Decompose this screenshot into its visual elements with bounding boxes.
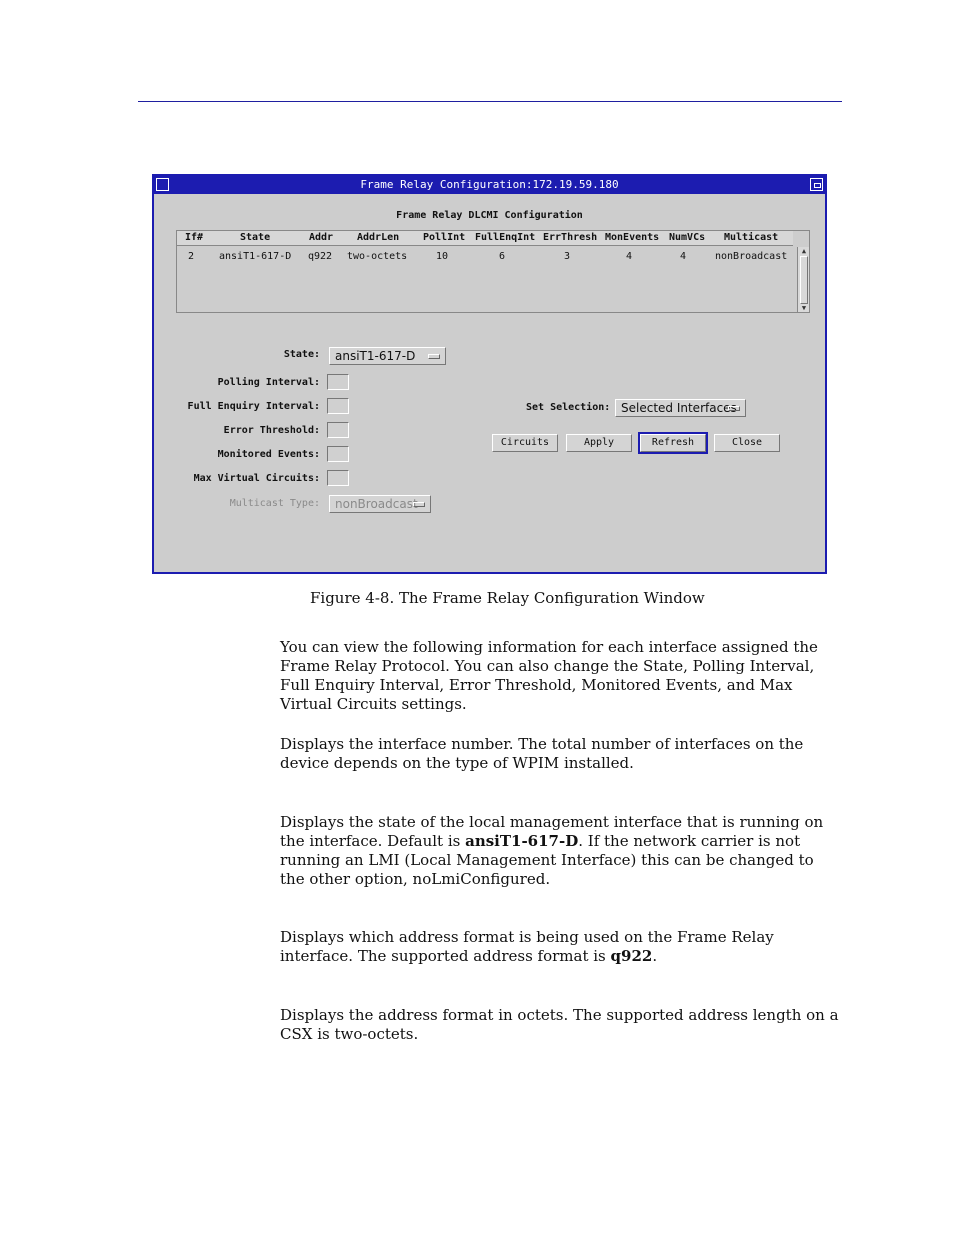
title-bar[interactable] xyxy=(154,176,825,194)
multicast-type-dropdown xyxy=(329,495,431,513)
frame-relay-config-window xyxy=(152,174,827,574)
if-description: Displays the interface number. The total number of interfaces on the device depends on the type of WPIM installed. xyxy=(280,735,804,772)
addrlen-description: Displays the address format in octets. The supported address length on a CSX is two-octets. xyxy=(280,1006,839,1043)
max-virtual-circuits-label: Max Virtual Circuits: xyxy=(193,473,320,484)
cell-monevents: 4 xyxy=(626,251,633,262)
dropdown-arrow-icon xyxy=(413,502,425,507)
col-errthresh: ErrThresh xyxy=(543,232,598,243)
col-state: State xyxy=(240,232,271,243)
addr-desc-text-2: . xyxy=(652,947,658,965)
cell-if: 2 xyxy=(188,251,195,262)
col-addr: Addr xyxy=(309,232,334,243)
refresh-button[interactable]: Refresh xyxy=(640,434,706,452)
interface-table xyxy=(176,230,810,313)
state-desc-default: ansiT1-617-D xyxy=(465,832,579,850)
col-monevents: MonEvents xyxy=(605,232,660,243)
set-selection-label: Set Selection: xyxy=(526,402,611,413)
col-numvcs: NumVCs xyxy=(669,232,706,243)
apply-button[interactable]: Apply xyxy=(566,434,632,452)
cell-state: ansiT1-617-D xyxy=(219,251,292,262)
full-enquiry-interval-label: Full Enquiry Interval: xyxy=(187,401,320,412)
multicast-type-value: nonBroadcast xyxy=(335,497,418,511)
dropdown-arrow-icon xyxy=(428,354,440,359)
figure-caption: Figure 4-8. The Frame Relay Configuration Window xyxy=(310,589,705,607)
col-if: If# xyxy=(185,232,204,243)
window-title: Frame Relay Configuration:172.19.59.180 xyxy=(360,178,619,191)
cell-numvcs: 4 xyxy=(680,251,687,262)
close-button[interactable]: Close xyxy=(714,434,780,452)
set-selection-dropdown[interactable] xyxy=(615,399,746,417)
monitored-events-label: Monitored Events: xyxy=(217,449,320,460)
state-desc-text-2: . If the network carrier is not running an LMI (Local Management Interface) this can be changed to the other option, noLmiConfigured. xyxy=(280,832,814,888)
dlcmi-config-heading: Frame Relay DLCMI Configuration xyxy=(396,210,583,221)
max-virtual-circuits-input[interactable] xyxy=(327,470,349,486)
table-header xyxy=(177,231,793,246)
header-rule xyxy=(138,101,842,102)
set-selection-value: Selected Interfaces xyxy=(621,401,737,415)
dropdown-arrow-icon xyxy=(728,406,740,411)
col-addrlen: AddrLen xyxy=(357,232,400,243)
col-fullenqint: FullEnqInt xyxy=(475,232,536,243)
polling-interval-label: Polling Interval: xyxy=(217,377,320,388)
cell-addrlen: two-octets xyxy=(347,251,408,262)
scroll-up-icon[interactable]: ▲ xyxy=(801,247,807,255)
intro-paragraph: You can view the following information for each interface assigned the Frame Relay Protocol. You can also change the State, Polling Interval, Full Enquiry Interval, Error Threshold, Monitored Events, and Max Virtual Circuits settings. xyxy=(280,638,818,713)
state-desc-text: Displays the state of the local management interface that is running on the interface. Default is xyxy=(280,813,824,850)
state-description xyxy=(280,813,840,889)
state-dropdown[interactable] xyxy=(329,347,446,365)
monitored-events-input[interactable] xyxy=(327,446,349,462)
addr-description xyxy=(280,928,840,966)
table-scrollbar[interactable] xyxy=(797,247,809,312)
col-multicast: Multicast xyxy=(724,232,779,243)
full-enquiry-interval-input[interactable] xyxy=(327,398,349,414)
maximize-icon[interactable] xyxy=(810,178,823,191)
error-threshold-label: Error Threshold: xyxy=(223,425,320,436)
cell-addr: q922 xyxy=(308,251,333,262)
cell-pollint: 10 xyxy=(436,251,449,262)
scroll-down-icon[interactable]: ▼ xyxy=(801,304,807,312)
col-pollint: PollInt xyxy=(423,232,466,243)
addr-desc-format: q922 xyxy=(610,947,653,965)
polling-interval-input[interactable] xyxy=(327,374,349,390)
state-label: State: xyxy=(283,349,320,360)
cell-multicast: nonBroadcast xyxy=(715,251,788,262)
error-threshold-input[interactable] xyxy=(327,422,349,438)
scroll-thumb[interactable] xyxy=(800,256,808,304)
addr-desc-text: Displays which address format is being used on the Frame Relay interface. The supported address format is xyxy=(280,928,774,965)
cell-errthresh: 3 xyxy=(564,251,571,262)
cell-fullenqint: 6 xyxy=(499,251,506,262)
multicast-type-label: Multicast Type: xyxy=(229,498,320,509)
circuits-button[interactable]: Circuits xyxy=(492,434,558,452)
state-dropdown-value: ansiT1-617-D xyxy=(335,349,416,363)
